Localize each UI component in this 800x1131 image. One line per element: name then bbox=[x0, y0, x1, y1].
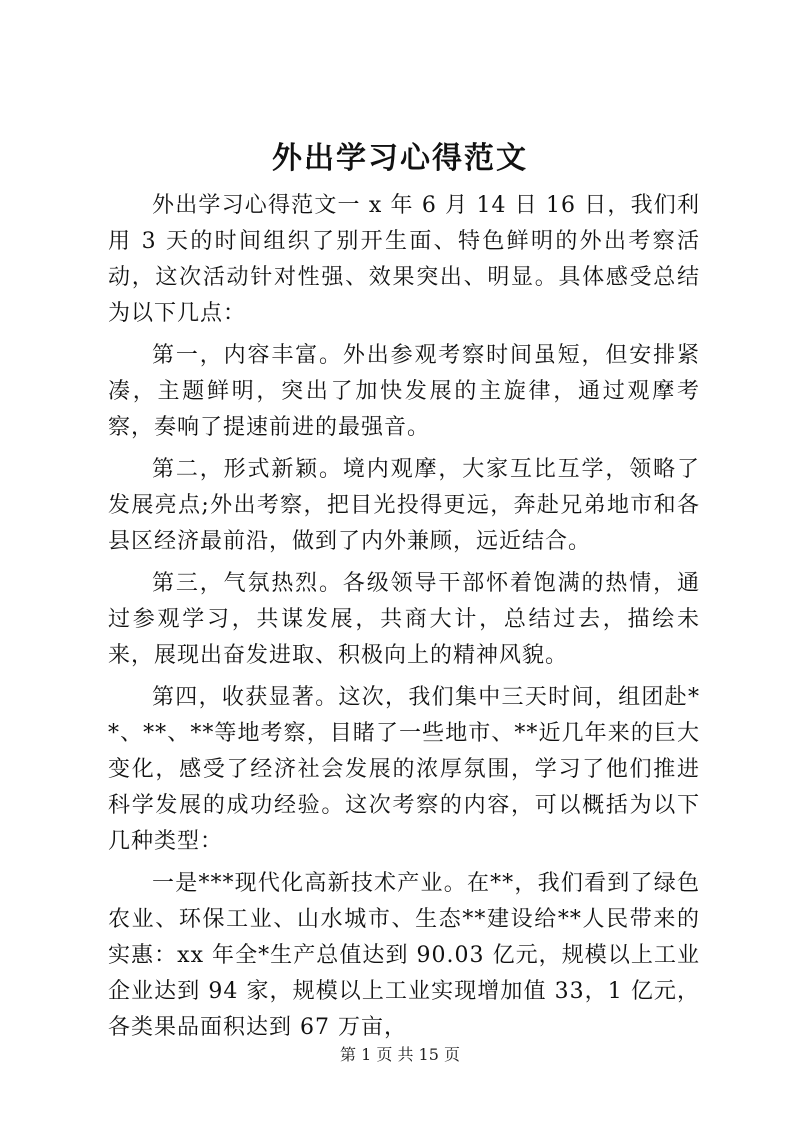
paragraph-point-1: 第一，内容丰富。外出参观考察时间虽短，但安排紧凑，主题鲜明，突出了加快发展的主旋律，通过观摩考察，奏响了提速前进的最强音。 bbox=[108, 343, 700, 440]
paragraph-point-2: 第二，形式新颖。境内观摩，大家互比互学，领略了发展亮点;外出考察，把目光投得更远，奔赴兄弟地市和各县区经济最前沿，做到了内外兼顾，远近结合。 bbox=[108, 457, 700, 554]
document-body bbox=[108, 188, 700, 1052]
page-number-footer: 第 1 页 共 15 页 bbox=[340, 1045, 460, 1064]
paragraph-point-4: 第四，收获显著。这次，我们集中三天时间，组团赴**、**、**等地考察，目睹了一些地市、**近几年来的巨大变化，感受了经济社会发展的浓厚氛围，学习了他们推进科学发展的成功经验。这次考察的内容，可以概括为以下几种类型： bbox=[108, 685, 700, 854]
paragraph-point-3: 第三，气氛热烈。各级领导干部怀着饱满的热情，通过参观学习，共谋发展，共商大计，总结过去，描绘未来，展现出奋发进取、积极向上的精神风貌。 bbox=[108, 571, 700, 668]
paragraph-type-1: 一是***现代化高新技术产业。在**，我们看到了绿色农业、环保工业、山水城市、生态**建设给**人民带来的实惠：xx 年全*生产总值达到 90.03 亿元，规模以上工业企业达到 94 家，规模以上工业实现增加值 33，1 亿元，各类果品面积达到 67 万亩， bbox=[108, 871, 700, 1040]
document-title: 外出学习心得范文 bbox=[272, 141, 528, 176]
paragraph-intro: 外出学习心得范文一 x 年 6 月 14 日 16 日，我们利用 3 天的时间组织了别开生面、特色鲜明的外出考察活动，这次活动针对性强、效果突出、明显。具体感受总结为以下几点： bbox=[108, 193, 700, 326]
